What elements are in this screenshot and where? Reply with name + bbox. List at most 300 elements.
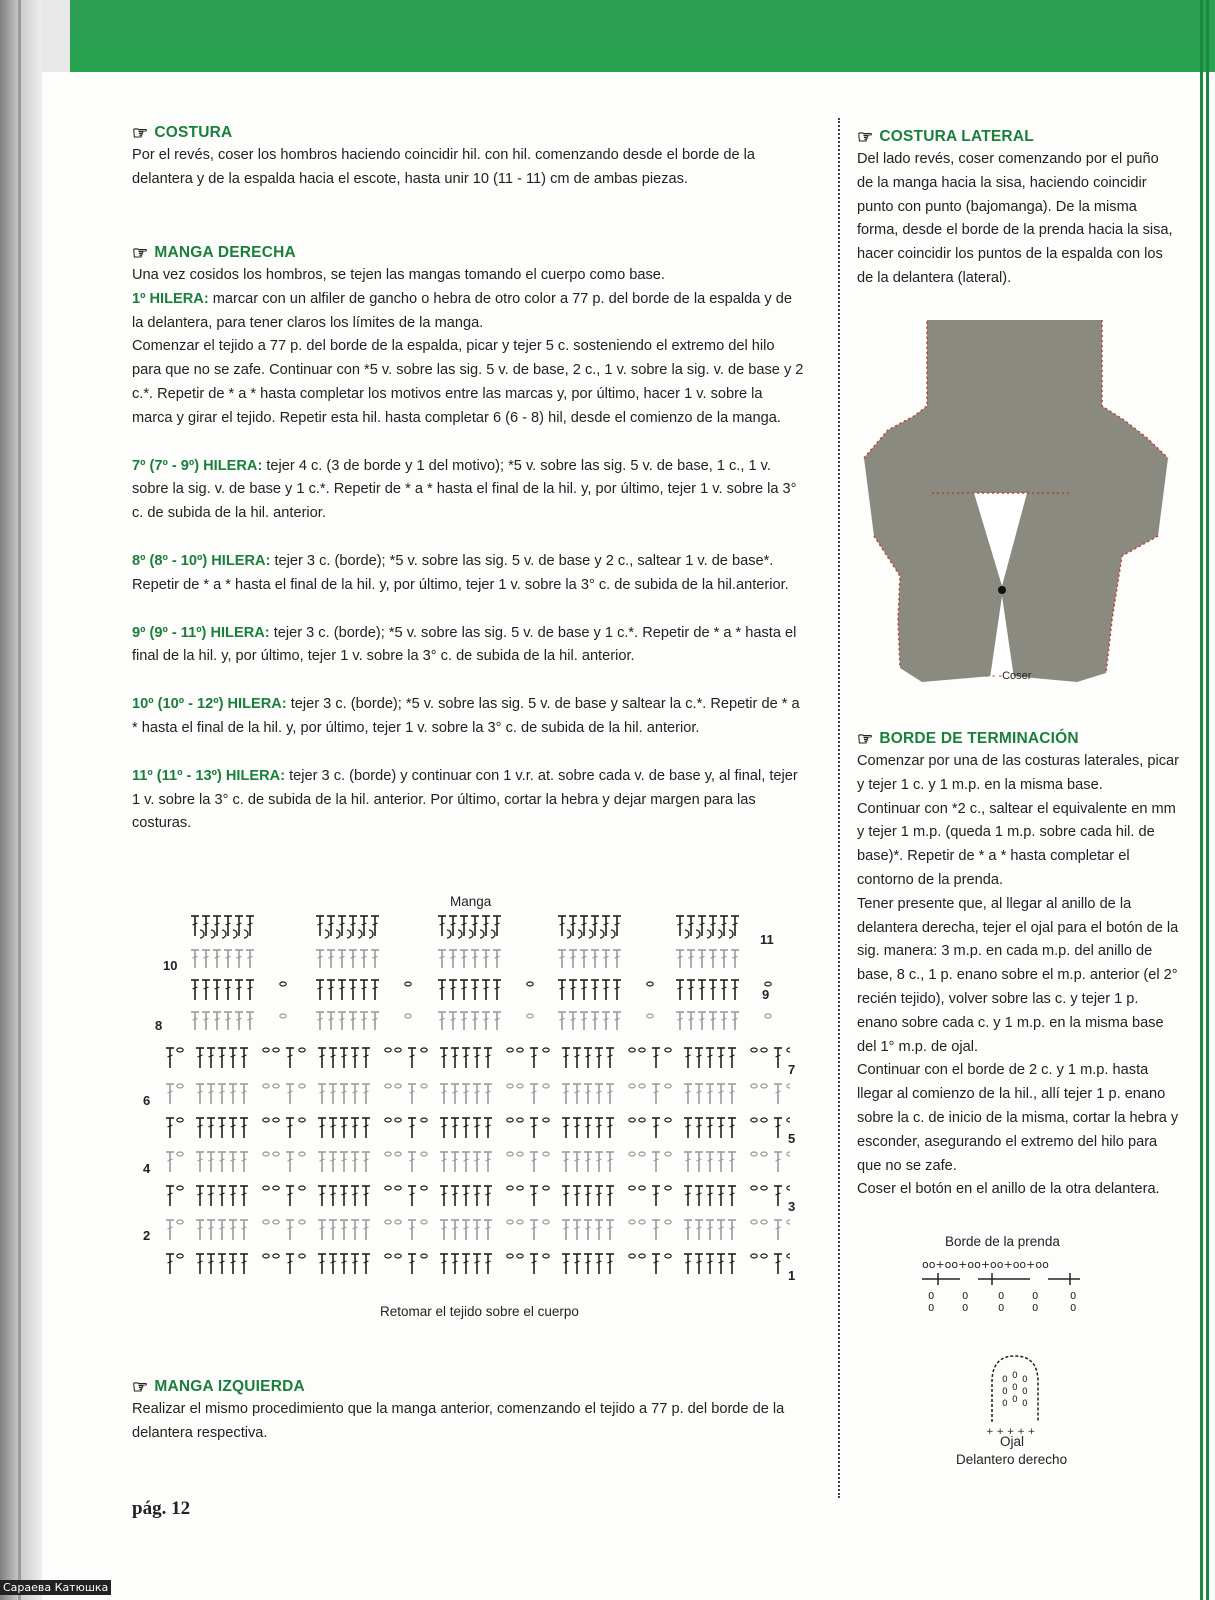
dc-stitch-symbol (349, 980, 357, 1000)
dc-stitch-symbol (695, 1084, 703, 1104)
dc-stitch-symbol (484, 1048, 492, 1068)
dc-stitch-symbol (318, 1118, 326, 1138)
dc-stitch-symbol (595, 1118, 603, 1138)
dc-stitch-symbol (235, 950, 243, 968)
dc-stitch-symbol (451, 1152, 459, 1172)
dc-stitch-symbol (462, 1186, 470, 1206)
binding-shadow (0, 0, 42, 1600)
chain-symbol (765, 982, 771, 986)
post-stitch-symbol (578, 930, 582, 938)
dc-stitch-symbol (584, 1048, 592, 1068)
chain-symbol (421, 1186, 427, 1190)
post-stitch-symbol (600, 930, 604, 938)
chain-symbol (543, 1048, 549, 1052)
chain-symbol (421, 1118, 427, 1122)
chain-symbol (761, 1118, 767, 1122)
post-stitch-symbol (685, 930, 689, 938)
dc-stitch-symbol (316, 980, 324, 1000)
dc-stitch-symbol (360, 1012, 368, 1030)
chain-col-2b: 0 (962, 1303, 969, 1314)
dc-stitch-symbol (351, 1254, 359, 1274)
dc-stitch-symbol (676, 980, 684, 1000)
chain-symbol (177, 1220, 183, 1224)
chain-symbol (395, 1084, 401, 1088)
costura-text: Por el revés, coser los hombros haciendo coincidir hil. con hil. comenzando desde el borde de la delantera y de la espalda hacia el escote, hasta unir 10 (11 - 11) cm de ambas piezas. (132, 147, 756, 187)
dc-stitch-symbol (676, 916, 684, 936)
dc-stitch-symbol (340, 1152, 348, 1172)
chain-symbol (395, 1220, 401, 1224)
post-stitch-symbol (458, 930, 462, 938)
post-stitch-symbol (358, 930, 362, 938)
chain-symbol (517, 1186, 523, 1190)
dc-stitch-symbol (606, 1220, 614, 1240)
dc-stitch-symbol (246, 980, 254, 1000)
post-stitch-symbol (200, 930, 204, 938)
dc-stitch-symbol (360, 916, 368, 936)
dc-stitch-symbol (728, 1084, 736, 1104)
dc-stitch-symbol (530, 1186, 538, 1206)
chain-symbol (761, 1186, 767, 1190)
dc-stitch-symbol (493, 916, 501, 936)
chain-symbol (787, 1152, 790, 1156)
dc-stitch-symbol (362, 1186, 370, 1206)
dc-stitch-symbol (652, 1152, 660, 1172)
dc-stitch-symbol (362, 1220, 370, 1240)
dc-stitch-symbol (349, 1012, 357, 1030)
dc-stitch-symbol (717, 1152, 725, 1172)
dc-stitch-symbol (286, 1152, 294, 1172)
dc-stitch-symbol (684, 1152, 692, 1172)
section-manga-derecha (132, 244, 804, 860)
dc-stitch-symbol (371, 950, 379, 968)
chain-symbol (507, 1152, 513, 1156)
chain-symbol (665, 1254, 671, 1258)
dc-stitch-symbol (695, 1254, 703, 1274)
dc-stitch-symbol (684, 1048, 692, 1068)
dc-stitch-symbol (338, 950, 346, 968)
chain-symbol (177, 1084, 183, 1088)
dc-stitch-symbol (473, 1048, 481, 1068)
buttonhole-stitch-col: 0 (1022, 1375, 1028, 1385)
chain-symbol (385, 1220, 391, 1224)
chain-symbol (280, 1014, 286, 1018)
chain-symbol (507, 1220, 513, 1224)
dc-stitch-symbol (591, 950, 599, 968)
dc-stitch-symbol (558, 980, 566, 1000)
dc-stitch-symbol (698, 1012, 706, 1030)
dc-stitch-symbol (166, 1254, 174, 1274)
dc-stitch-symbol (720, 980, 728, 1000)
dc-stitch-symbol (493, 950, 501, 968)
dc-stitch-symbol (562, 1048, 570, 1068)
chain-symbol (751, 1084, 757, 1088)
chain-symbol (543, 1152, 549, 1156)
dc-stitch-symbol (482, 950, 490, 968)
dc-stitch-symbol (166, 1048, 174, 1068)
dc-stitch-symbol (684, 1220, 692, 1240)
pointing-hand-icon: ☞ (132, 123, 149, 143)
chain-symbol (751, 1048, 757, 1052)
dc-stitch-symbol (606, 1118, 614, 1138)
row-number-right: 5 (788, 1131, 796, 1146)
dc-stitch-symbol (676, 950, 684, 968)
dc-stitch-symbol (451, 1186, 459, 1206)
chain-symbol (639, 1254, 645, 1258)
chain-symbol (299, 1254, 305, 1258)
chain-symbol (177, 1118, 183, 1122)
dc-stitch-symbol (191, 1012, 199, 1030)
dc-stitch-symbol (717, 1084, 725, 1104)
dc-stitch-symbol (286, 1118, 294, 1138)
chain-symbol (639, 1152, 645, 1156)
chain-symbol (517, 1254, 523, 1258)
dc-stitch-symbol (229, 1048, 237, 1068)
dc-stitch-symbol (731, 1012, 739, 1030)
dc-stitch-symbol (196, 1254, 204, 1274)
chain-symbol (629, 1152, 635, 1156)
chain-col-1b: 0 (928, 1303, 935, 1314)
chain-symbol (517, 1220, 523, 1224)
dc-stitch-symbol (684, 1084, 692, 1104)
dc-stitch-symbol (591, 1012, 599, 1030)
borde-text: Comenzar por una de las costuras laterales, picar y tejer 1 c. y 1 m.p. en la misma base. Continuar con *2 c., saltear el equivalente en mm y tejer 1 m.p. (queda 1 m.p. sobre cada hil. de base)*. Repetir de * a * hasta completar el contorno de la prenda. Tener presente que, al llegar al anillo de la delantera derecha, tejer el ojal para el botón de la sig. manera: 3 m.p. en cada m.p. del anillo de base, 8 c., 1 p. enano sobre el m.p. anterior (el 2° recién tejido), volver sobre las c. y tejer 1 p. enano sobre cada c. y 1 m.p. en la misma base del 1° m.p. de ojal. Continuar con el borde de 2 c. y 1 m.p. hasta llegar al comienzo de la hil., allí tejer 1 p. enano sobre la c. de inicio de la misma, cortar la hebra y esconder, asegurando el extremo del hilo para que no se zafe. Coser el botón en el anillo de la otra delantera. (857, 753, 1180, 1198)
dc-stitch-symbol (530, 1048, 538, 1068)
chain-symbol (665, 1152, 671, 1156)
dc-stitch-symbol (706, 1254, 714, 1274)
dc-stitch-symbol (460, 980, 468, 1000)
chain-symbol (299, 1048, 305, 1052)
dc-stitch-symbol (530, 1084, 538, 1104)
chain-symbol (273, 1048, 279, 1052)
row-number-left: 10 (163, 958, 178, 973)
dc-stitch-symbol (318, 1084, 326, 1104)
chain-symbol (395, 1048, 401, 1052)
dc-stitch-symbol (471, 950, 479, 968)
dc-stitch-symbol (316, 950, 324, 968)
dc-stitch-symbol (166, 1084, 174, 1104)
chain-symbol (787, 1118, 790, 1122)
dc-stitch-symbol (235, 1012, 243, 1030)
pointing-hand-icon: ☞ (857, 127, 874, 147)
dc-stitch-symbol (606, 1254, 614, 1274)
dc-stitch-symbol (351, 1048, 359, 1068)
row-number-left: 4 (143, 1161, 151, 1176)
dc-stitch-symbol (580, 916, 588, 936)
dc-stitch-symbol (362, 1048, 370, 1068)
dc-stitch-symbol (362, 1254, 370, 1274)
dc-stitch-symbol (731, 916, 739, 936)
buttonhole-stitch-col: 0 (1002, 1375, 1008, 1385)
edge-middle-row (922, 1273, 1080, 1285)
dc-stitch-symbol (207, 1048, 215, 1068)
dc-stitch-symbol (774, 1254, 782, 1274)
chain-symbol (665, 1220, 671, 1224)
right-edge-line-2 (1206, 0, 1209, 1600)
section-manga-izquierda (132, 1378, 804, 1470)
row-label: 7º (7º - 9º) HILERA: (132, 457, 263, 474)
dc-stitch-symbol (484, 1254, 492, 1274)
row-instruction: 9º (9º - 11º) HILERA: tejer 3 c. (borde); *5 v. sobre las sig. 5 v. de base y 1 c.*. Repetir de * a * hasta el final de la hil. y, por último, tejer 1 v. sobre la 3° c. de subida de la hil. anterior. (132, 624, 797, 665)
edge-stitch-diagram (920, 1255, 1100, 1317)
chain-symbol (765, 1014, 771, 1018)
dc-stitch-symbol (191, 950, 199, 968)
chain-symbol (629, 1186, 635, 1190)
chain-symbol (751, 1118, 757, 1122)
dc-stitch-symbol (482, 980, 490, 1000)
dc-stitch-symbol (602, 980, 610, 1000)
dc-stitch-symbol (728, 1186, 736, 1206)
dc-stitch-symbol (202, 916, 210, 936)
dc-stitch-symbol (731, 980, 739, 1000)
dc-stitch-symbol (484, 1152, 492, 1172)
chain-symbol (543, 1186, 549, 1190)
chain-symbol (177, 1048, 183, 1052)
row-label: 8º (8º - 10º) HILERA: (132, 552, 271, 569)
dc-stitch-symbol (240, 1152, 248, 1172)
dc-stitch-symbol (717, 1220, 725, 1240)
dc-stitch-symbol (218, 1118, 226, 1138)
row-label: 11º (11º - 13º) HILERA: (132, 767, 286, 784)
dc-stitch-symbol (451, 1220, 459, 1240)
chain-symbol (421, 1048, 427, 1052)
post-stitch-symbol (469, 930, 473, 938)
dc-stitch-symbol (530, 1254, 538, 1274)
dc-stitch-symbol (316, 1012, 324, 1030)
edge-top-row-symbols: oo+oo+oo+oo+oo+oo (922, 1258, 1049, 1271)
dc-stitch-symbol (606, 1048, 614, 1068)
svg-text:0: 0 (1012, 1395, 1018, 1405)
dc-stitch-symbol (462, 1084, 470, 1104)
dc-stitch-symbol (484, 1118, 492, 1138)
dc-stitch-symbol (351, 1118, 359, 1138)
dc-stitch-symbol (166, 1118, 174, 1138)
dc-stitch-symbol (213, 1012, 221, 1030)
edge-chain-columns (928, 1291, 1076, 1314)
column-divider (838, 118, 840, 1498)
chain-symbol (507, 1254, 513, 1258)
dc-stitch-symbol (569, 980, 577, 1000)
chain-symbol (273, 1254, 279, 1258)
dc-stitch-symbol (196, 1152, 204, 1172)
dc-stitch-symbol (240, 1048, 248, 1068)
dc-stitch-symbol (351, 1152, 359, 1172)
chain-symbol (639, 1084, 645, 1088)
dc-stitch-symbol (684, 1186, 692, 1206)
dc-stitch-symbol (329, 1254, 337, 1274)
row-number-left: 6 (143, 1093, 151, 1108)
chain-symbol (639, 1220, 645, 1224)
buttonhole-base: + + + + + (986, 1427, 1036, 1437)
row-number-right: 11 (760, 932, 774, 947)
manga-intro: Una vez cosidos los hombros, se tejen las mangas tomando el cuerpo como base. (132, 267, 665, 283)
dc-stitch-symbol (451, 1084, 459, 1104)
dc-stitch-symbol (471, 916, 479, 936)
dc-stitch-symbol (460, 916, 468, 936)
header-notch (42, 0, 70, 72)
dc-stitch-symbol (224, 916, 232, 936)
chain-symbol (517, 1118, 523, 1122)
row-instruction: 7º (7º - 9º) HILERA: tejer 4 c. (3 de borde y 1 del motivo); *5 v. sobre las sig. 5 v. de base, 1 c., 1 v. sobre la sig. v. de base y 1 c.*. Repetir de * a * hasta el final de la hil. y, por último, tejer 1 v. sobre la 3° c. de subida de la hil. anterior. (132, 457, 797, 522)
dc-stitch-symbol (240, 1220, 248, 1240)
dc-stitch-symbol (438, 950, 446, 968)
dc-stitch-symbol (584, 1186, 592, 1206)
post-stitch-symbol (244, 930, 248, 938)
dc-stitch-symbol (602, 916, 610, 936)
chain-symbol (177, 1152, 183, 1156)
dc-stitch-symbol (569, 950, 577, 968)
button-mark (998, 586, 1006, 594)
dc-stitch-symbol (695, 1152, 703, 1172)
dc-stitch-symbol (606, 1084, 614, 1104)
svg-text:0: 0 (1002, 1387, 1008, 1397)
chain-symbol (273, 1186, 279, 1190)
chain-symbol (507, 1084, 513, 1088)
buttonhole-stitch-col: 0 (1012, 1371, 1018, 1381)
chain-symbol (629, 1084, 635, 1088)
dc-stitch-symbol (613, 916, 621, 936)
dc-stitch-symbol (408, 1186, 416, 1206)
chain-symbol (751, 1254, 757, 1258)
chain-symbol (421, 1220, 427, 1224)
dc-stitch-symbol (286, 1254, 294, 1274)
row-instruction: 11º (11º - 13º) HILERA: tejer 3 c. (borde) y continuar con 1 v.r. at. sobre cada v. de base y, al final, tejer 1 v. sobre la 3° c. de subida de la hil. anterior. Por último, cortar la hebra y dejar margen para las costuras. (132, 767, 798, 832)
dc-stitch-symbol (340, 1084, 348, 1104)
chain-symbol (405, 982, 411, 986)
dc-stitch-symbol (493, 980, 501, 1000)
dc-stitch-symbol (462, 1118, 470, 1138)
dc-stitch-symbol (613, 980, 621, 1000)
dc-stitch-symbol (462, 1048, 470, 1068)
dc-stitch-symbol (440, 1220, 448, 1240)
chain-col-4: 0 (1032, 1291, 1039, 1302)
dc-stitch-symbol (698, 916, 706, 936)
dc-stitch-symbol (449, 916, 457, 936)
chain-symbol (543, 1118, 549, 1122)
dc-stitch-symbol (329, 1152, 337, 1172)
ojal-label: Ojal (1000, 1434, 1025, 1449)
dc-stitch-symbol (229, 1084, 237, 1104)
chain-symbol (787, 1254, 790, 1258)
chart-caption: Retomar el tejido sobre el cuerpo (380, 1304, 579, 1319)
ojal-sub-label: Delantero derecho (956, 1452, 1068, 1467)
dc-stitch-symbol (591, 916, 599, 936)
dc-stitch-symbol (706, 1220, 714, 1240)
dc-stitch-symbol (573, 1152, 581, 1172)
dc-stitch-symbol (191, 980, 199, 1000)
dc-stitch-symbol (573, 1048, 581, 1068)
dc-stitch-symbol (218, 1048, 226, 1068)
dc-stitch-symbol (473, 1254, 481, 1274)
dc-stitch-symbol (595, 1254, 603, 1274)
dc-stitch-symbol (584, 1152, 592, 1172)
dc-stitch-symbol (558, 1012, 566, 1030)
post-stitch-symbol (718, 930, 722, 938)
chain-symbol (787, 1048, 790, 1052)
dc-stitch-symbol (316, 916, 324, 936)
dc-stitch-symbol (580, 980, 588, 1000)
dc-stitch-symbol (484, 1186, 492, 1206)
dc-stitch-symbol (218, 1220, 226, 1240)
dc-stitch-symbol (706, 1048, 714, 1068)
section-costura (132, 124, 812, 216)
dc-stitch-symbol (569, 1012, 577, 1030)
dc-stitch-symbol (652, 1048, 660, 1068)
chain-symbol (395, 1254, 401, 1258)
chart-title: Manga (450, 894, 492, 909)
chain-symbol (385, 1118, 391, 1122)
dc-stitch-symbol (240, 1254, 248, 1274)
dc-stitch-symbol (687, 950, 695, 968)
dc-stitch-symbol (728, 1152, 736, 1172)
post-stitch-symbol (611, 930, 615, 938)
dc-stitch-symbol (360, 950, 368, 968)
stitch-chart (150, 912, 790, 1292)
seam-legend: - - -Coser (985, 670, 1032, 682)
dc-stitch-symbol (695, 1186, 703, 1206)
dc-stitch-symbol (166, 1186, 174, 1206)
dc-stitch-symbol (473, 1118, 481, 1138)
chain-symbol (787, 1220, 790, 1224)
dc-stitch-symbol (362, 1084, 370, 1104)
dc-stitch-symbol (584, 1220, 592, 1240)
edge-diagram-title: Borde de la prenda (945, 1234, 1060, 1249)
dc-stitch-symbol (349, 916, 357, 936)
chain-symbol (263, 1084, 269, 1088)
section-title: ☞ BORDE DE TERMINACIÓN (857, 729, 1079, 749)
dc-stitch-symbol (562, 1118, 570, 1138)
dc-stitch-symbol (720, 916, 728, 936)
dc-stitch-symbol (246, 950, 254, 968)
chain-symbol (263, 1118, 269, 1122)
dc-stitch-symbol (229, 1152, 237, 1172)
chain-symbol (507, 1048, 513, 1052)
dc-stitch-symbol (318, 1048, 326, 1068)
post-stitch-symbol (369, 930, 373, 938)
dc-stitch-symbol (684, 1118, 692, 1138)
row-number-left: 2 (143, 1228, 151, 1243)
post-stitch-symbol (222, 930, 226, 938)
dc-stitch-symbol (202, 980, 210, 1000)
dc-stitch-symbol (218, 1254, 226, 1274)
chain-symbol (507, 1186, 513, 1190)
chain-symbol (751, 1186, 757, 1190)
dc-stitch-symbol (166, 1220, 174, 1240)
dc-stitch-symbol (438, 916, 446, 936)
dc-stitch-symbol (224, 950, 232, 968)
pointing-hand-icon: ☞ (132, 243, 149, 263)
chain-symbol (263, 1048, 269, 1052)
pointing-hand-icon: ☞ (857, 729, 874, 749)
row-instruction: 8º (8º - 10º) HILERA: tejer 3 c. (borde); *5 v. sobre las sig. 5 v. de base y 2 c., saltear 1 v. de base*. Repetir de * a * hasta el final de la hil. y, por último, tejer 1 v. sobre la 3° c. de subida de la hil.anterior. (132, 552, 789, 593)
dc-stitch-symbol (408, 1048, 416, 1068)
row-label: 1º HILERA: (132, 290, 209, 307)
dc-stitch-symbol (240, 1186, 248, 1206)
dc-stitch-symbol (698, 950, 706, 968)
dc-stitch-symbol (438, 1012, 446, 1030)
dc-stitch-symbol (460, 1012, 468, 1030)
row-instruction: 1º HILERA: marcar con un alfiler de gancho o hebra de otro color a 77 p. del borde de la espalda y de la delantera, para tener claros los límites de la manga. Comenzar el tejido a 77 p. del borde de la espalda, picar y tejer 5 c. sosteniendo el extremo del hilo para que no se zafe. Continuar con *5 v. sobre las sig. 5 v. de base, 2 c., 1 v. sobre la sig. v. de base y 2 c.*. Repetir de * a * hasta completar los motivos entre las marcas y, por último, hacer 1 v. sobre la marca y girar el tejido. Repetir esta hil. hasta completar 6 (6 - 8) hil, desde el comienzo de la manga. (132, 290, 804, 426)
dc-stitch-symbol (438, 980, 446, 1000)
post-stitch-symbol (336, 930, 340, 938)
post-stitch-symbol (211, 930, 215, 938)
dc-stitch-symbol (573, 1254, 581, 1274)
dc-stitch-symbol (774, 1084, 782, 1104)
header-band (42, 0, 1215, 72)
dc-stitch-symbol (652, 1118, 660, 1138)
dc-stitch-symbol (166, 1152, 174, 1172)
chain-symbol (517, 1048, 523, 1052)
dc-stitch-symbol (482, 916, 490, 936)
